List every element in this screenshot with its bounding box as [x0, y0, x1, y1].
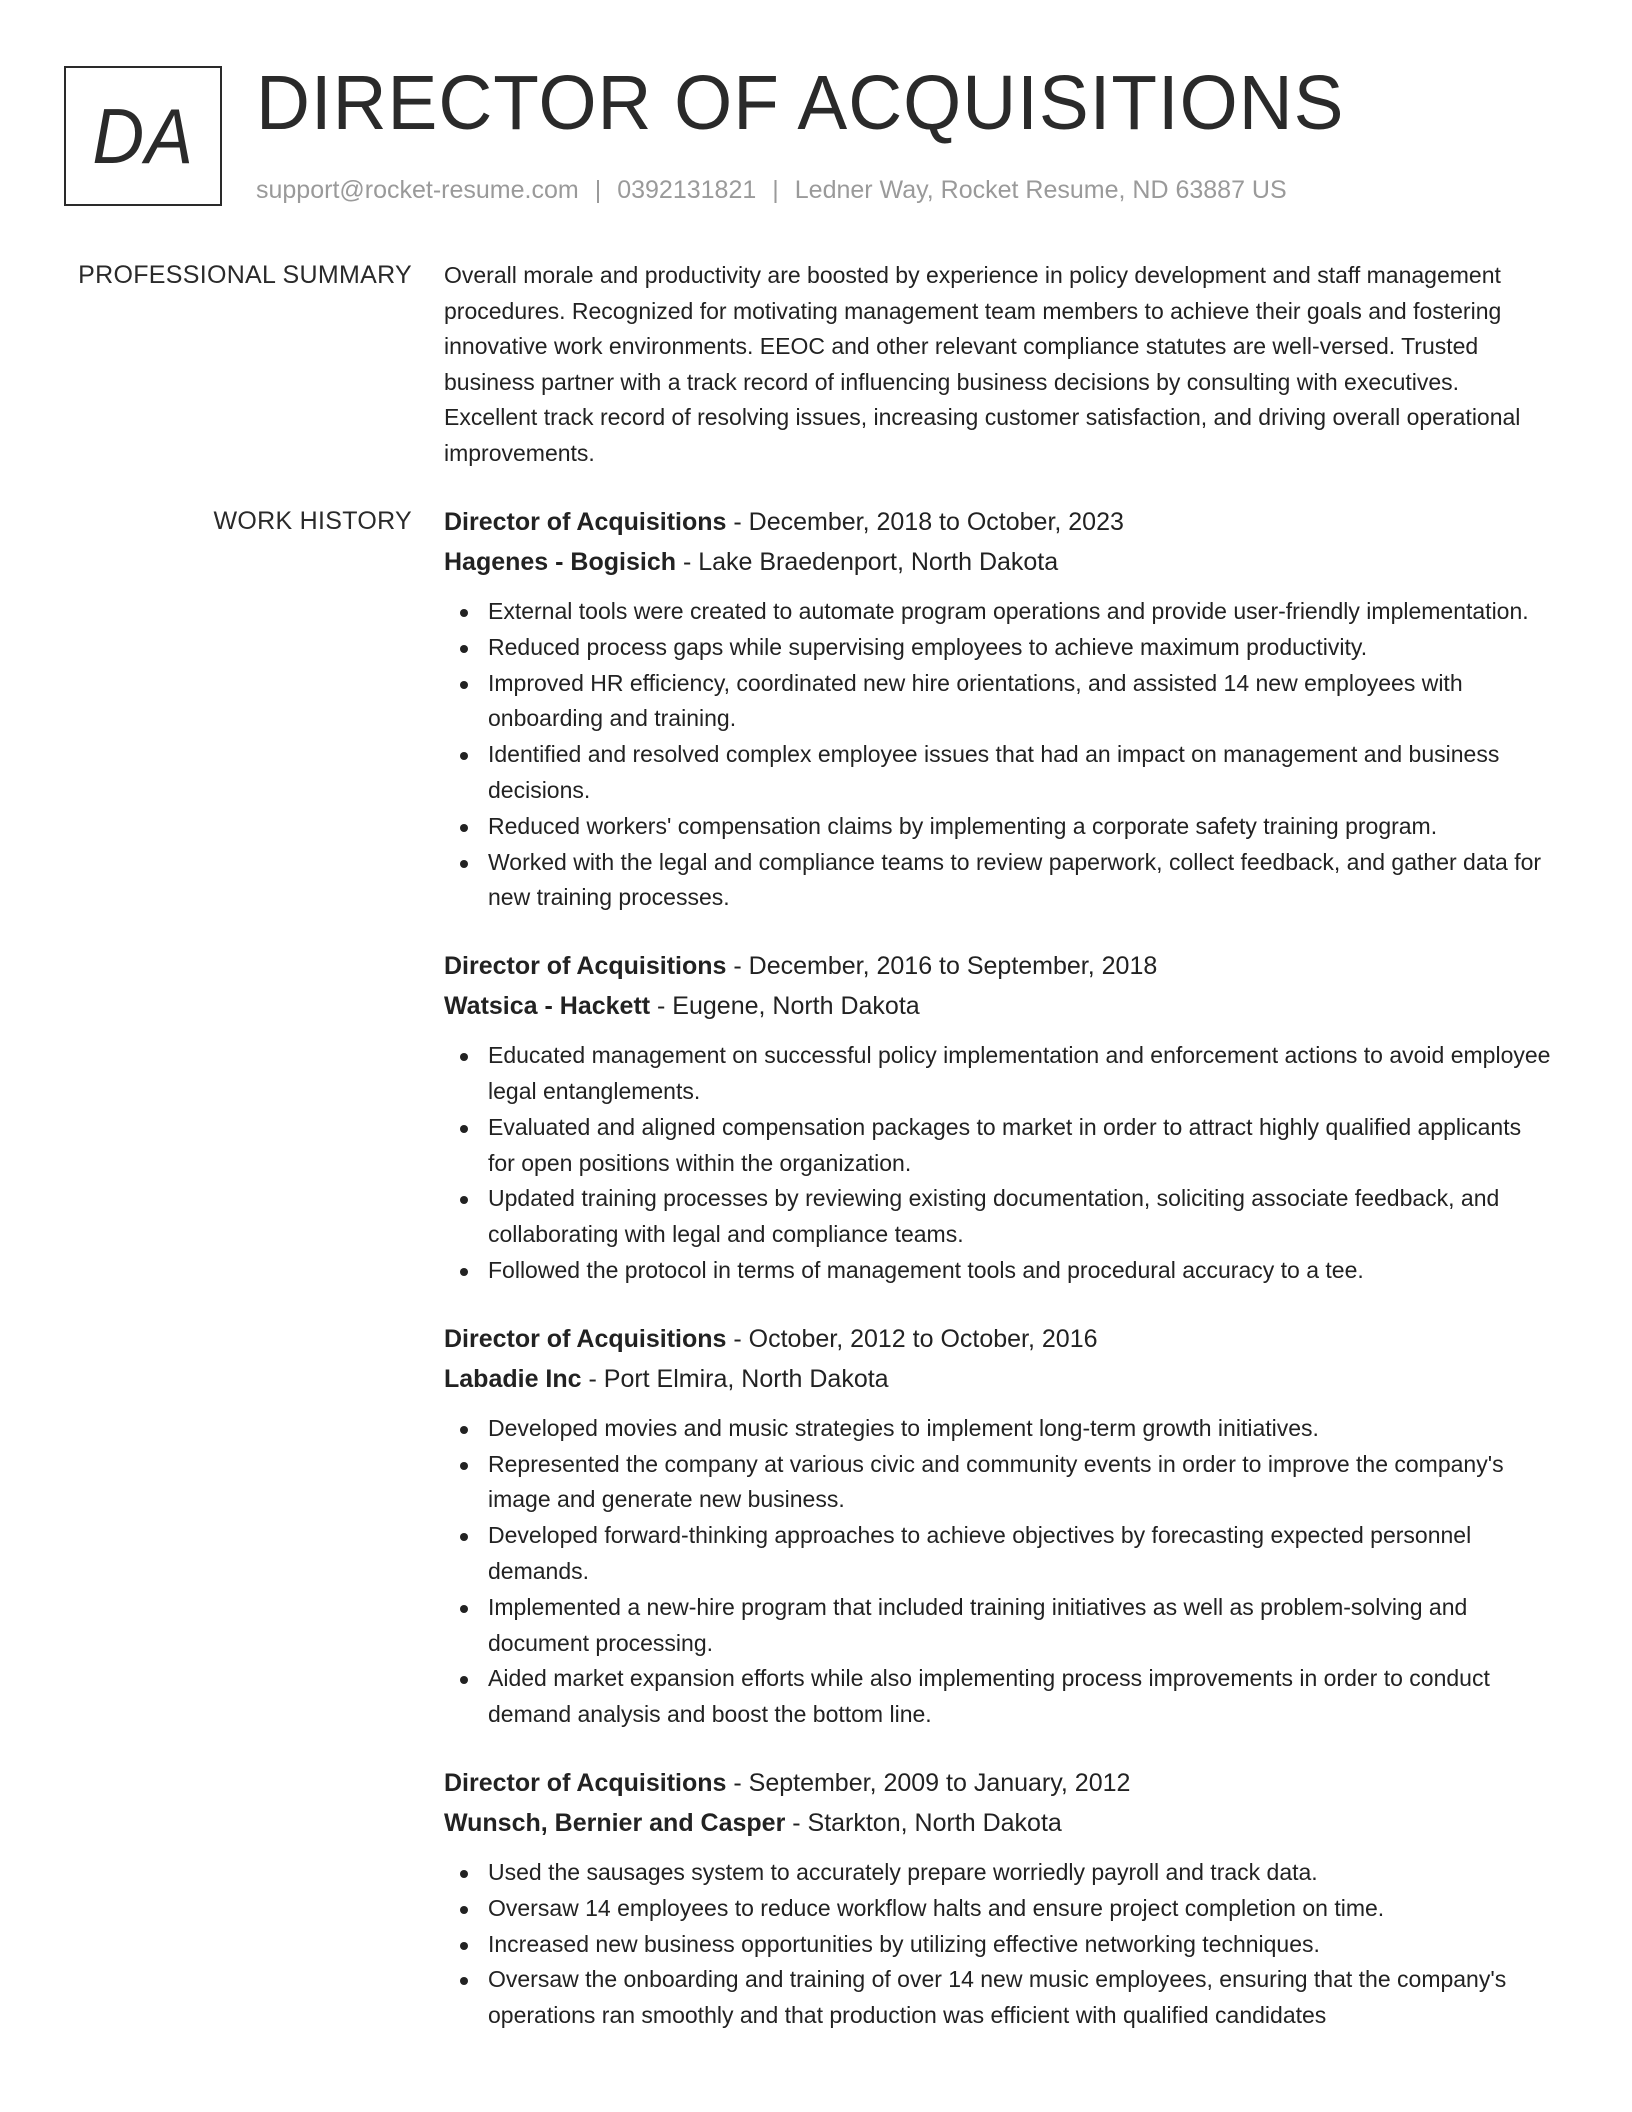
job-location: - Port Elmira, North Dakota — [581, 1364, 889, 1393]
job-bullet: Represented the company at various civic and community events in order to improve the company's image and generate new business. — [444, 1447, 1554, 1519]
work-history-heading: WORK HISTORY — [213, 507, 412, 535]
job-bullet: Reduced process gaps while supervising employees to achieve maximum productivity. — [444, 630, 1554, 666]
job-company: Wunsch, Bernier and Casper — [444, 1808, 786, 1837]
job-dates: - December, 2016 to September, 2018 — [726, 952, 1158, 981]
job-bullet: Developed movies and music strategies to implement long-term growth initiatives. — [444, 1411, 1554, 1447]
job-bullet: Worked with the legal and compliance teams to review paperwork, collect feedback, and gather data for new training processes. — [444, 845, 1554, 917]
job-bullet: Used the sausages system to accurately prepare worriedly payroll and track data. — [444, 1855, 1554, 1891]
contact-separator: | — [772, 176, 779, 204]
job-bullet: Educated management on successful policy implementation and enforcement actions to avoid employee legal entanglements. — [444, 1038, 1554, 1110]
job-entry — [444, 946, 1554, 1289]
job-title: Director of Acquisitions — [444, 1768, 727, 1797]
job-location: - Eugene, North Dakota — [650, 992, 920, 1021]
monogram-box — [64, 66, 222, 206]
contact-phone[interactable]: 0392131821 — [617, 176, 757, 204]
job-bullet: Reduced workers' compensation claims by implementing a corporate safety training program. — [444, 809, 1554, 845]
contact-separator: | — [594, 176, 602, 204]
job-title-line — [444, 1319, 1554, 1359]
job-bullets — [444, 1855, 1554, 2034]
job-company: Hagenes - Bogisich — [444, 548, 676, 576]
job-company-line — [444, 1803, 1554, 1843]
job-entry — [444, 1763, 1554, 2034]
job-title-line — [444, 946, 1554, 986]
job-company-line — [444, 986, 1554, 1026]
job-company-line — [444, 542, 1554, 582]
job-title: Director of Acquisitions — [444, 1324, 727, 1353]
job-bullet: Updated training processes by reviewing existing documentation, soliciting associate feedback, and collaborating with legal and compliance teams. — [444, 1181, 1554, 1253]
job-company: Labadie Inc — [444, 1364, 582, 1393]
contact-email[interactable]: support@rocket-resume.com — [256, 176, 579, 204]
resume-title: DIRECTOR OF ACQUISITIONS — [256, 60, 1345, 146]
job-title-line — [444, 502, 1554, 542]
contact-address: Ledner Way, Rocket Resume, ND 63887 US — [794, 176, 1287, 204]
job-location: - Lake Braedenport, North Dakota — [676, 548, 1059, 576]
job-bullet: Implemented a new-hire program that included training initiatives as well as problem-solving and document processing. — [444, 1590, 1554, 1662]
job-bullets — [444, 1411, 1554, 1733]
job-entry — [444, 502, 1554, 916]
job-company-line — [444, 1359, 1554, 1399]
job-title: Director of Acquisitions — [444, 508, 727, 536]
summary-body — [444, 258, 1554, 472]
job-entry — [444, 1319, 1554, 1733]
job-location: - Starkton, North Dakota — [785, 1808, 1062, 1837]
job-bullet: External tools were created to automate program operations and provide user-friendly implementation. — [444, 594, 1554, 630]
summary-text: Overall morale and productivity are boosted by experience in policy development and staff management procedures. Recognized for motivating management team members to achieve their goals and fostering innovative work environments. EEOC and other relevant compliance statutes are well-versed. Trusted business partner with a track record of influencing business decisions by consulting with executives. Excellent track record of resolving issues, increasing customer satisfaction, and driving overall operational improvements. — [444, 262, 1521, 466]
job-title: Director of Acquisitions — [444, 952, 727, 981]
job-dates: - October, 2012 to October, 2016 — [726, 1324, 1098, 1353]
job-bullet: Oversaw 14 employees to reduce workflow halts and ensure project completion on time. — [444, 1891, 1554, 1927]
job-title-line — [444, 1763, 1554, 1803]
job-bullet: Improved HR efficiency, coordinated new hire orientations, and assisted 14 new employees with onboarding and training. — [444, 666, 1554, 738]
job-bullet: Followed the protocol in terms of management tools and procedural accuracy to a tee. — [444, 1253, 1554, 1289]
job-bullet: Developed forward-thinking approaches to achieve objectives by forecasting expected personnel demands. — [444, 1518, 1554, 1590]
monogram-initials: DA — [92, 91, 194, 180]
job-dates: - December, 2018 to October, 2023 — [726, 508, 1124, 536]
job-bullet: Identified and resolved complex employee issues that had an impact on management and business decisions. — [444, 737, 1554, 809]
job-dates: - September, 2009 to January, 2012 — [726, 1768, 1131, 1797]
job-bullets — [444, 594, 1554, 916]
job-bullet: Aided market expansion efforts while also implementing process improvements in order to conduct demand analysis and boost the bottom line. — [444, 1661, 1554, 1733]
job-company: Watsica - Hackett — [444, 992, 651, 1021]
job-bullet: Evaluated and aligned compensation packages to market in order to attract highly qualified applicants for open positions within the organization. — [444, 1110, 1554, 1182]
job-bullet: Oversaw the onboarding and training of over 14 new music employees, ensuring that the company's operations ran smoothly and that production was efficient with qualified candidates — [444, 1962, 1554, 2034]
job-bullet: Increased new business opportunities by utilizing effective networking techniques. — [444, 1927, 1554, 1963]
contact-line — [256, 174, 1287, 206]
summary-heading: PROFESSIONAL SUMMARY — [78, 261, 412, 289]
job-bullets — [444, 1038, 1554, 1289]
work-history-body — [444, 502, 1554, 2064]
